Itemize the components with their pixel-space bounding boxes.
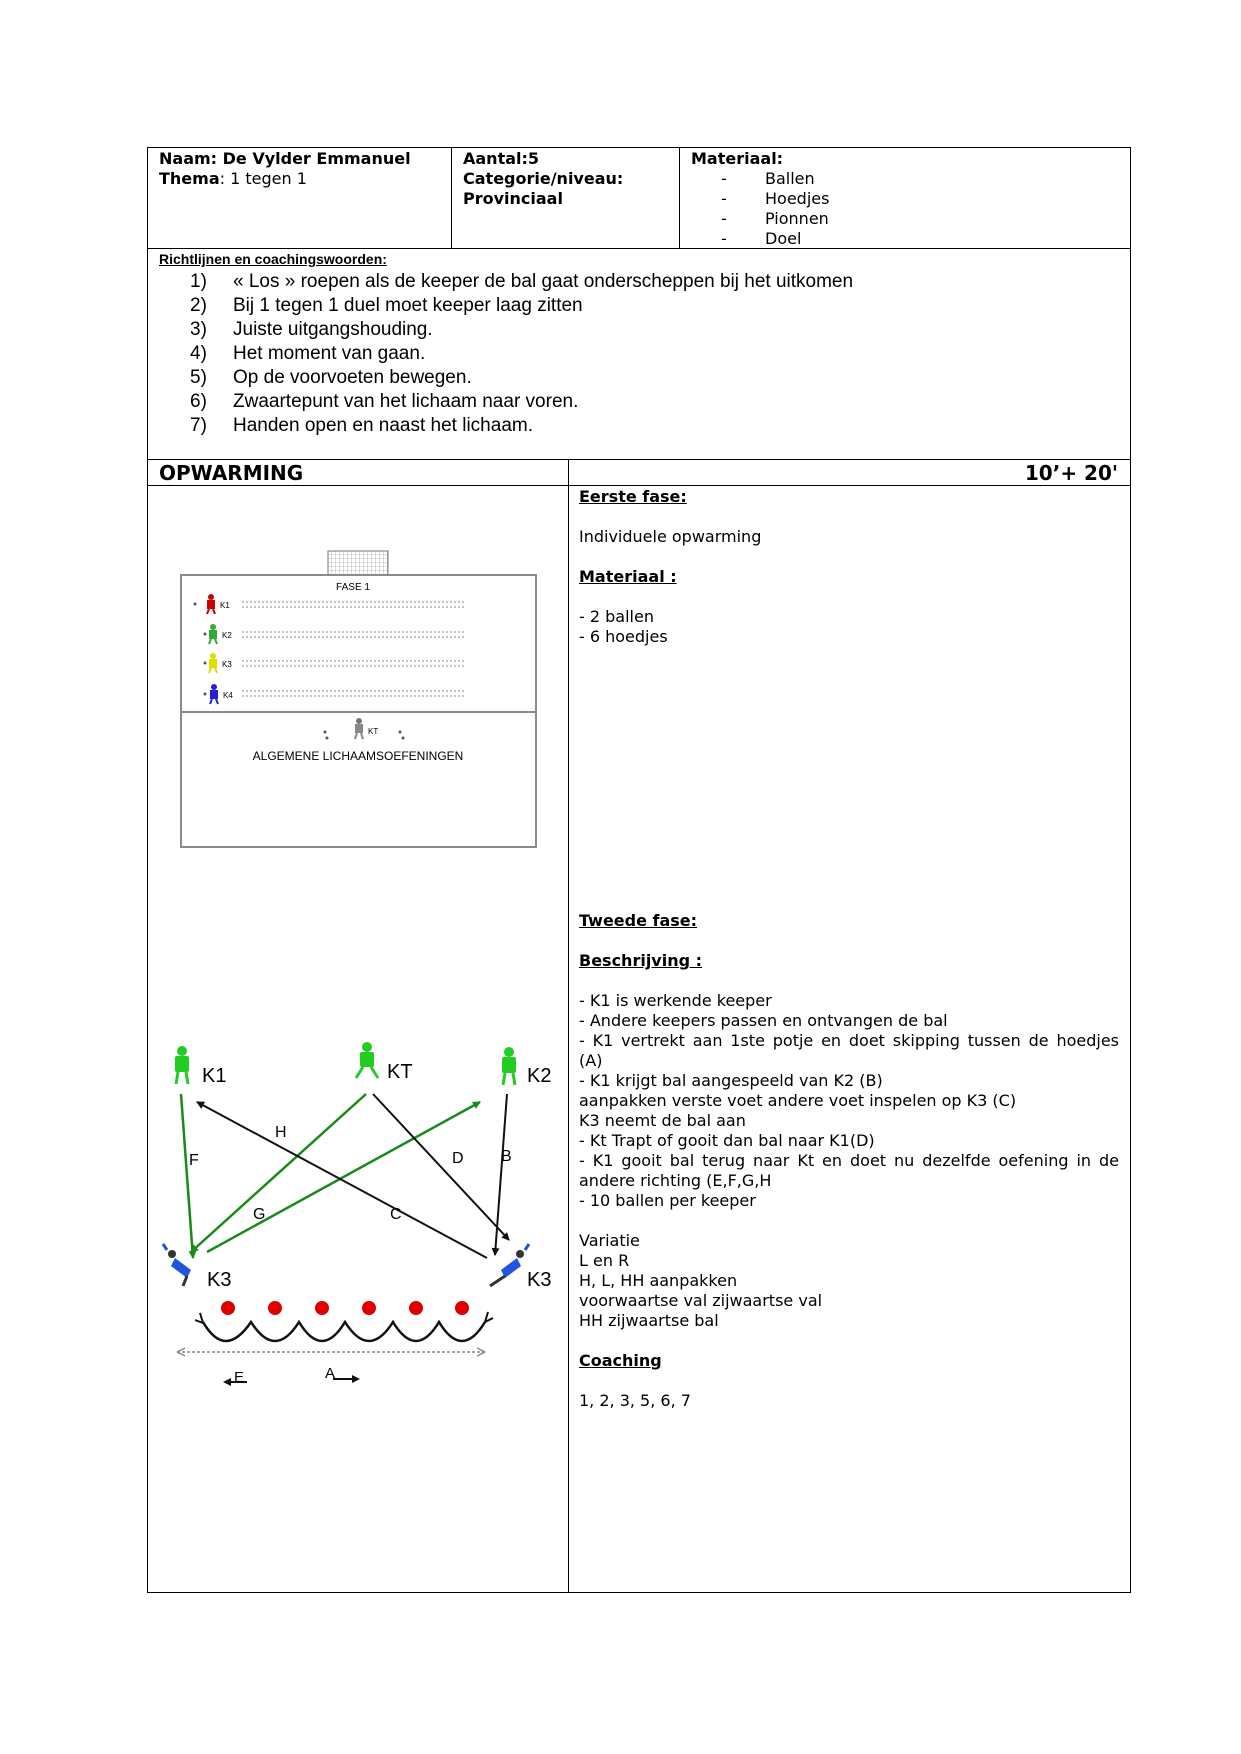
description-line: - K1 is werkende keeper <box>579 991 772 1010</box>
variatie-line: L en R <box>579 1251 630 1270</box>
exercise-diagram <box>155 1030 565 1400</box>
description-line: andere richting (E,F,G,H <box>579 1171 772 1190</box>
categorie-value: Provinciaal <box>463 189 563 208</box>
player-label-k3: K3 <box>222 660 232 669</box>
section-divider <box>147 485 1131 486</box>
description-line: - K1 gooit bal terug naar Kt en doet nu dezelfde oefening in de <box>579 1151 1119 1170</box>
arrow-label-g: G <box>253 1206 266 1223</box>
materiaal-item: - Ballen <box>721 169 815 188</box>
cone-icon <box>315 1301 329 1315</box>
keeper-k1-icon <box>175 1046 189 1084</box>
content-col-divider <box>568 459 569 1592</box>
trainer-label: KT <box>368 727 379 736</box>
table-bottom-border <box>147 1592 1131 1593</box>
fase1-materiaal-item: - 2 ballen <box>579 607 654 626</box>
materiaal-item: - Doel <box>721 229 802 248</box>
fase2-title: Tweede fase: <box>579 911 698 930</box>
richtlijnen-list <box>190 270 853 438</box>
description-line: K3 neemt de bal aan <box>579 1111 746 1130</box>
goal-net <box>328 551 388 575</box>
keeper-k3-left-icon <box>163 1244 191 1286</box>
cone-icon <box>268 1301 282 1315</box>
player-label-k3-left: K3 <box>207 1269 232 1291</box>
list-item: 7) Handen open en naast het lichaam. <box>190 415 533 436</box>
player-label-k1: K1 <box>220 601 230 610</box>
direction-label-a: A <box>325 1365 336 1382</box>
cone-icon <box>221 1301 235 1315</box>
richtlijnen-divider <box>147 459 1131 460</box>
variatie-line: H, L, HH aanpakken <box>579 1271 738 1290</box>
arrow-label-f: F <box>189 1152 199 1169</box>
fase1-title: Eerste fase: <box>579 487 687 506</box>
list-item: 5) Op de voorvoeten bewegen. <box>190 367 472 388</box>
materiaal-item: - Pionnen <box>721 209 829 228</box>
table-right-border <box>1130 147 1131 1593</box>
description-line: (A) <box>579 1051 603 1070</box>
fase1-diagram <box>175 550 545 850</box>
keeper-k2-icon <box>502 1047 516 1085</box>
player-label-k4: K4 <box>223 691 233 700</box>
player-label-k3-right: K3 <box>527 1269 552 1291</box>
section-time: 10’+ 20' <box>1024 461 1118 485</box>
materiaal-title: Materiaal: <box>691 149 784 168</box>
arrow-h-green <box>191 1094 366 1252</box>
description-line: - K1 vertrekt aan 1ste potje en doet skipping tussen de hoedjes <box>579 1031 1119 1050</box>
list-item: 1) « Los » roepen als de keeper de bal gaat onderscheppen bij het uitkomen <box>190 271 854 292</box>
fase1-text: Individuele opwarming <box>579 527 762 546</box>
trainer-label: KT <box>387 1061 413 1083</box>
fase1-caption: ALGEMENE LICHAAMSOEFENINGEN <box>252 749 464 763</box>
table-left-border <box>147 147 148 1593</box>
naam-field: Naam: De Vylder Emmanuel <box>159 149 411 168</box>
arrow-label-c: C <box>390 1206 402 1223</box>
description-line: aanpakken verste voet andere voet inspelen op K3 (C) <box>579 1091 1017 1110</box>
arrow-label-b: B <box>501 1148 512 1165</box>
arrow-g <box>207 1102 480 1252</box>
materiaal-list <box>691 169 829 249</box>
cone-icon <box>409 1301 423 1315</box>
thema-label: Thema <box>159 169 220 188</box>
thema-field <box>159 169 307 189</box>
categorie-label: Categorie/niveau: <box>463 169 624 188</box>
direction-label-e: E <box>234 1369 245 1386</box>
beschrijving-lines <box>579 991 1119 1211</box>
header-col-divider-2 <box>679 147 680 248</box>
trainer-kt-icon <box>356 1042 378 1078</box>
coaching-value: 1, 2, 3, 5, 6, 7 <box>579 1391 691 1410</box>
beschrijving-title: Beschrijving : <box>579 951 703 970</box>
fase1-materiaal-title: Materiaal : <box>579 567 677 586</box>
cone-icon <box>455 1301 469 1315</box>
richtlijnen-title: Richtlijnen en coachingswoorden: <box>159 251 387 267</box>
description-line: - K1 krijgt bal aangespeeld van K2 (B) <box>579 1071 883 1090</box>
list-item: 2) Bij 1 tegen 1 duel moet keeper laag zitten <box>190 295 583 316</box>
description-line: - 10 ballen per keeper <box>579 1191 756 1210</box>
header-col-divider-1 <box>451 147 452 248</box>
description-line: - Kt Trapt of gooit dan bal naar K1(D) <box>579 1131 875 1150</box>
player-label-k2: K2 <box>222 631 232 640</box>
arrow-label-d: D <box>452 1150 464 1167</box>
variatie-line: voorwaartse val zijwaartse val <box>579 1291 823 1310</box>
section-title: OPWARMING <box>159 461 304 485</box>
header-divider <box>147 248 1131 249</box>
arrow-f <box>181 1094 193 1258</box>
cone-icon <box>362 1301 376 1315</box>
player-label-k2: K2 <box>527 1065 552 1087</box>
variatie-line: Variatie <box>579 1231 640 1250</box>
description-line: - Andere keepers passen en ontvangen de bal <box>579 1011 948 1030</box>
fase1-materiaal-item: - 6 hoedjes <box>579 627 668 646</box>
list-item: 4) Het moment van gaan. <box>190 343 426 364</box>
player-label-k1: K1 <box>202 1065 227 1087</box>
table-top-border <box>147 147 1131 148</box>
aantal-field: Aantal:5 <box>463 149 540 168</box>
list-item: 6) Zwaartepunt van het lichaam naar voren. <box>190 391 579 412</box>
thema-value: : 1 tegen 1 <box>219 169 307 188</box>
list-item: 3) Juiste uitgangshouding. <box>190 319 433 340</box>
skipping-path <box>203 1322 485 1341</box>
variatie-block <box>579 1231 822 1331</box>
materiaal-item: - Hoedjes <box>721 189 830 208</box>
fase1-label: FASE 1 <box>336 582 370 593</box>
arrow-label-h: H <box>275 1124 287 1141</box>
variatie-line: HH zijwaartse bal <box>579 1311 719 1330</box>
coaching-title: Coaching <box>579 1351 662 1370</box>
